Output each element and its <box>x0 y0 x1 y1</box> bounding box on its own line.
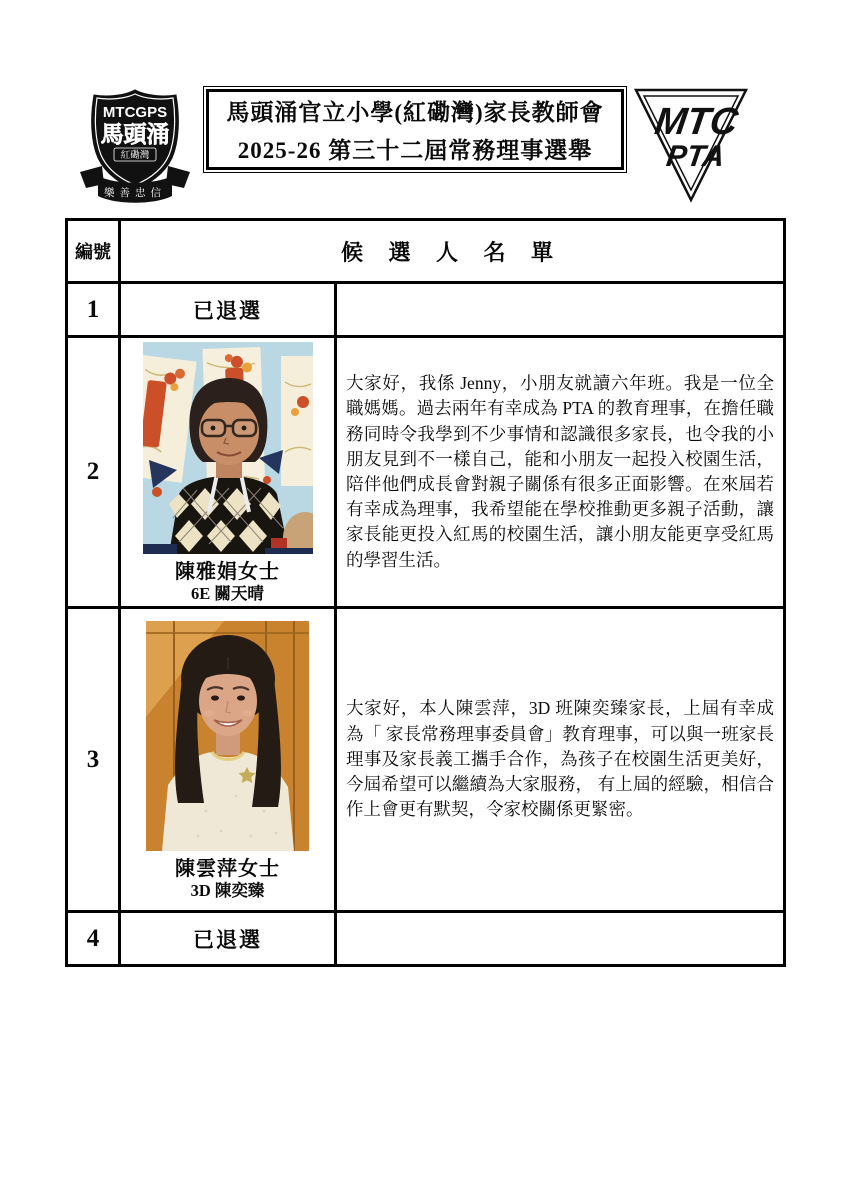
candidate-description <box>336 283 785 337</box>
candidate-name: 陳雅娟女士 <box>175 561 280 583</box>
pta-logo-icon <box>630 82 752 208</box>
candidate-number: 3 <box>67 608 120 912</box>
candidate-number: 1 <box>67 283 120 337</box>
candidates-table <box>65 218 786 967</box>
candidate-description <box>336 912 785 966</box>
table-header-row <box>67 220 785 283</box>
document-title-line1: 馬頭涌官立小學(紅磡灣)家長教師會 <box>226 100 604 125</box>
candidate-photo-image <box>146 621 309 851</box>
pta-logo-mtc-text: MTC <box>652 100 741 143</box>
candidate-cell <box>120 608 336 912</box>
table-row-3 <box>67 608 785 912</box>
badge-acronym: MTCGPS <box>102 104 168 121</box>
pta-logo-pta-text: PTA <box>664 140 727 173</box>
badge-motto: 樂善忠信 <box>104 188 166 199</box>
title-box-inner <box>206 89 624 170</box>
school-badge-icon <box>76 84 194 208</box>
table-row-2 <box>67 337 785 608</box>
badge-school-name: 馬頭涌 <box>100 122 170 147</box>
document-header <box>0 0 849 218</box>
candidate-name: 陳雲萍女士 <box>175 857 280 880</box>
column-header-candidates: 候 選 人 名 單 <box>120 220 785 283</box>
candidate-number: 2 <box>67 337 120 608</box>
candidate-child-class: 6E 關天晴 <box>191 584 264 603</box>
document-title-line2: 2025-26 第三十二屆常務理事選舉 <box>237 138 593 163</box>
school-badge <box>76 84 194 208</box>
table-row-1 <box>67 283 785 337</box>
table-row-4 <box>67 912 785 966</box>
pta-logo <box>630 82 752 208</box>
title-box <box>203 86 627 173</box>
candidate-description: 大家好，本人陳雲萍，3D 班陳奕臻家長，上屆有幸成為「 家長常務理事委員會」教育理事，可以與一班家長理事及家長義工攜手合作，為孩子在校園生活更美好，今屆希望可以繼續為大家服務， 有上屆的經驗，相信合作上會更有默契，令家校關係更緊密。 <box>336 608 785 912</box>
candidate-number: 4 <box>67 912 120 966</box>
candidate-status: 已退選 <box>120 912 336 966</box>
candidate-status: 已退選 <box>120 283 336 337</box>
candidate-description: 大家好，我係 Jenny，小朋友就讀六年班。我是一位全職媽媽。過去兩年有幸成為 PTA 的教育理事，在擔任職務同時令我學到不少事情和認識很多家長，也令我的小朋友見到不一樣自己，能和小朋友一起投入校園生活，陪伴他們成長會對親子關係有很多正面影響。在來屆若有幸成為理事，我希望能在學校推動更多親子活動，讓家長能更投入紅馬的校園生活，讓小朋友能更享受紅馬的學習生活。 <box>336 337 785 608</box>
column-header-number: 編號 <box>67 220 120 283</box>
candidate-photo <box>146 621 309 851</box>
candidate-cell <box>120 337 336 608</box>
candidate-photo-image <box>143 342 313 554</box>
candidate-child-class: 3D 陳奕臻 <box>190 880 265 900</box>
badge-campus-name: 紅磡灣 <box>120 151 150 161</box>
candidate-photo <box>143 342 313 554</box>
